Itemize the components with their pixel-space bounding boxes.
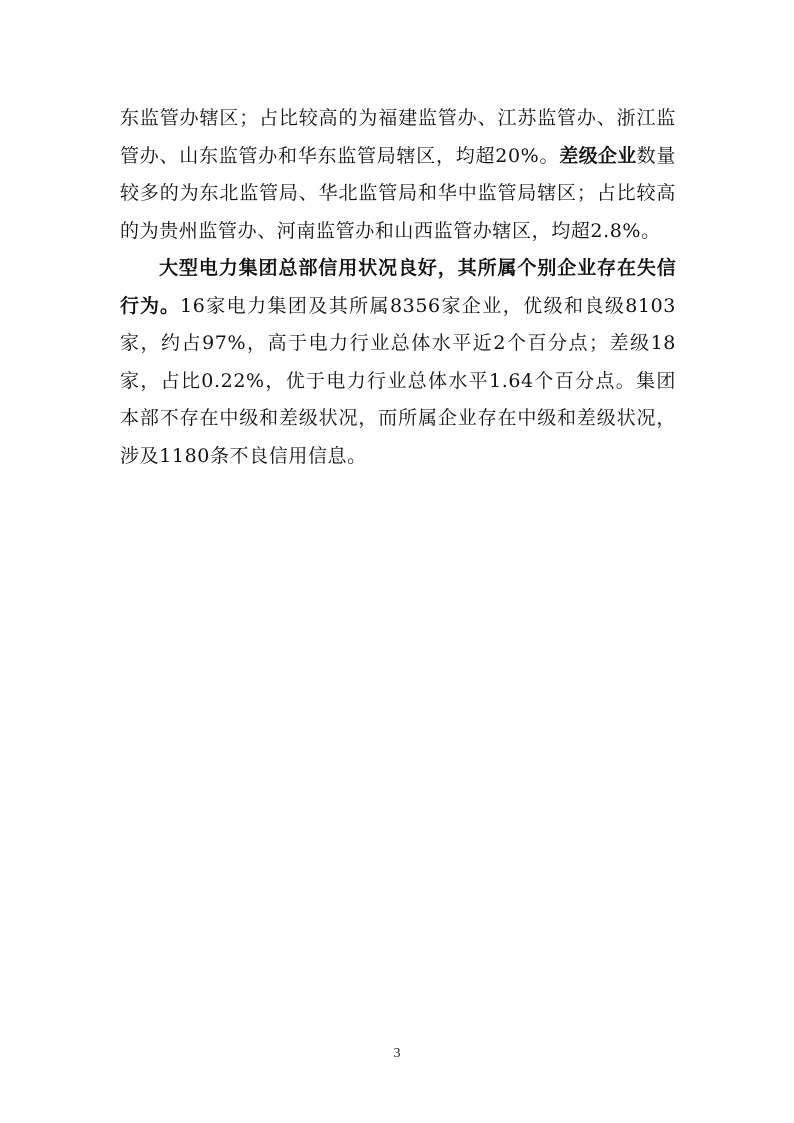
bold-heading-power-groups: 大型电力集团总部信用状况良好，其所属个别企业存在失信行为。 — [120, 257, 676, 317]
paragraph-text: 数量较多的为东北监管局、华北监管局和华中监管局辖区；占比较高的为贵州监管办、河南监管办和山西监管办辖区，均超2.8%。 — [120, 144, 676, 242]
paragraph-text: 16家电力集团及其所属8356家企业，优级和良级8103家，约占97%，高于电力行业总体水平近2个百分点；差级18家，占比0.22%，优于电力行业总体水平1.64个百分点。集团本部不存在中级和差级状况，而所属企业存在中级和差级状况，涉及1180条不良信用信息。 — [120, 294, 676, 467]
paragraph-text: 东监管办辖区；占比较高的为福建监管办、江苏监管办、浙江监管办、山东监管办和华东监管局辖区，均超20%。 — [120, 107, 676, 167]
paragraph-power-groups — [120, 250, 676, 475]
page-number: 3 — [393, 1046, 401, 1061]
bold-heading-poor-grade: 差级企业 — [559, 144, 637, 167]
paragraph-regional-distribution — [120, 100, 676, 250]
document-body — [120, 100, 676, 475]
